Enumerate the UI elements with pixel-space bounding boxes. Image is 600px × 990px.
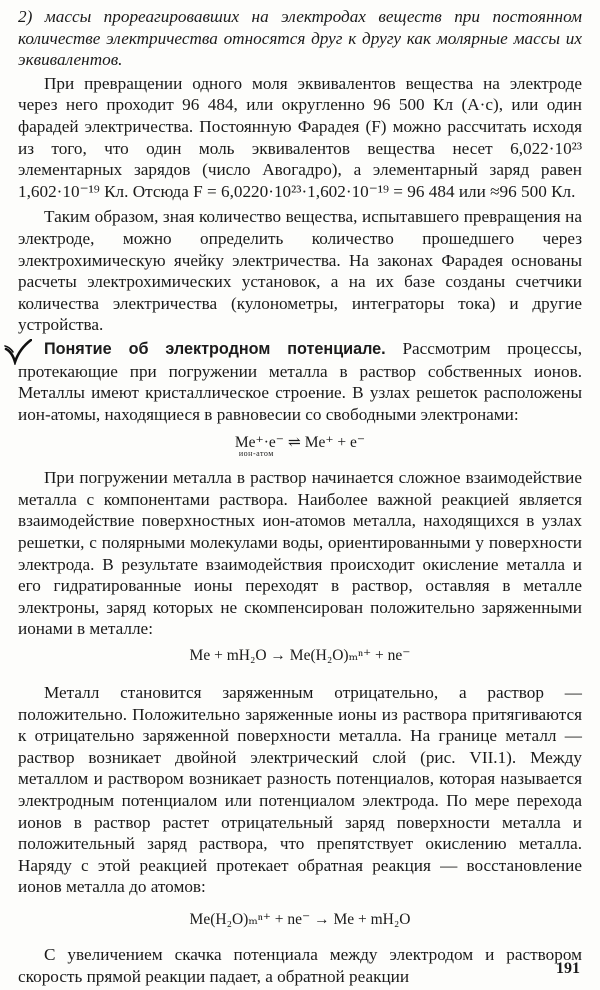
page-number: 191 (556, 960, 580, 977)
paragraph-potential-jump: С увеличением скачка потенциала между электродом и раствором скорость прямой реакции падает, а обратной реакции (18, 944, 582, 986)
handwritten-check-mark-icon (4, 339, 32, 365)
paragraph-double-layer: Металл становится заряженным отрицательно, а раствор — положительно. Положительно заряженные ионы из раствора притягиваются к отрицательно заряженной поверхности металла. На границе металл — раствор возникает двойной электрический слой (рис. VII.1). Между металлом и раствором возникает разность потенциалов, которая называется электродным потенциалом или потенциалом электрода. По мере перехода ионов в раствор растет отрицательный заряд поверхности металла и положительный заряд раствора, что препятствует окислению металла. Наряду с этой реакцией протекает обратная реакция — восстановление ионов металла до атомов: (18, 683, 582, 897)
formula-equilibrium-text: Me⁺·e⁻ ⇌ Me⁺ + e⁻ (234, 434, 366, 452)
formula-label-ion-atom: ион-атом (238, 449, 274, 459)
section-intro-text: Рассмотрим процессы, протекающие при погружении металла в раствор собственных ионов. Металлы имеют кристаллическое строение. В узлах решеток расположены ион-атомы, находящиеся в равновесии со свободными электронами: (18, 338, 582, 424)
formula-oxidation: Me + mH₂O → Me(H₂O)ₘⁿ⁺ + ne⁻ (189, 647, 411, 665)
section-heading: Понятие об электродном потенциале. (44, 339, 386, 358)
formula-reduction: Me(H₂O)ₘⁿ⁺ + ne⁻ → Me + mH₂O (189, 910, 411, 928)
document-page (18, 6, 582, 987)
formula-equilibrium (18, 433, 582, 459)
paragraph-metal-dissolution: При погружении металла в раствор начинается сложное взаимодействие металла с компонентами раствора. Наиболее важной реакцией является взаимодействие поверхностных ион-атомов металла, находящихся в узлах решетки, с полярными молекулами воды, ориентированными у поверхности электрода. В результате взаимодействия происходит окисление металла и его гидратированные ионы переходят в раствор, оставляя в металле электроны, заряд которых не скомпенсирован положительно заряженными ионами в металле: (18, 468, 582, 639)
section-electrode-potential (18, 338, 582, 425)
paragraph-faraday-law-2: 2) массы прореагировавших на электродах веществ при постоянном количестве электричества относятся друг к другу как молярные массы их эквивалентов. (18, 7, 582, 70)
paragraph-faraday-applications: Таким образом, зная количество вещества, испытавшего превращения на электроде, можно определить количество прошедшего через электрохимическую ячейку электричества. На законах Фарадея основаны расчеты электрохимических установок, а на их базе созданы счетчики количества электричества (кулонометры, интеграторы тока) и другие устройства. (18, 207, 582, 335)
paragraph-faraday-constant: При превращении одного моля эквивалентов вещества на электроде через него проходит 96 484, или округленно 96 500 Кл (А·с), или один фарадей электричества. Постоянную Фарадея (F) можно рассчитать исходя из того, что один моль эквивалентов вещества несет 6,022·10²³ элементарных зарядов (число Авогадро), а элементарный заряд равен 1,602·10⁻¹⁹ Кл. Отсюда F = 6,0220·10²³·1,602·10⁻¹⁹ = 96 484 или ≈96 500 Кл. (18, 73, 582, 201)
